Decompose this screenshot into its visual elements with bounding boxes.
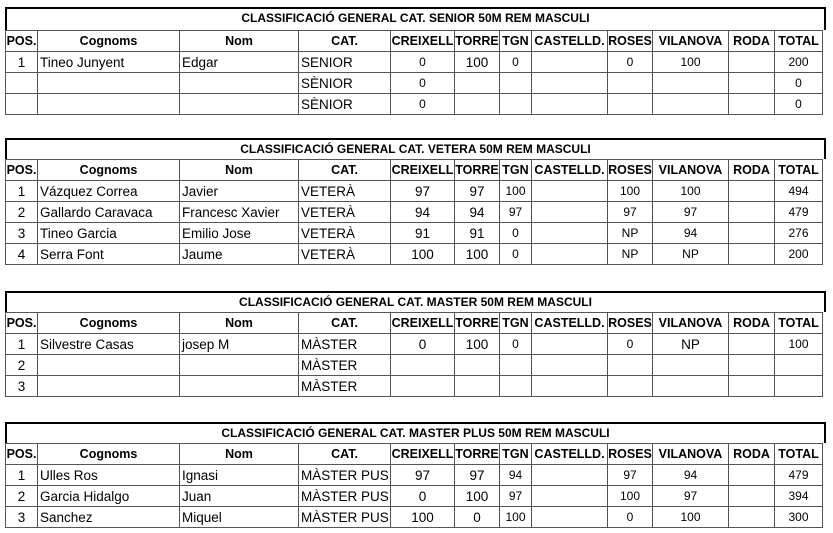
cell-torre (455, 376, 500, 397)
cell-castelld (532, 181, 608, 202)
cell-nom (180, 355, 299, 376)
column-header-pos: POS. (6, 31, 38, 52)
cell-vilanova: 94 (653, 223, 729, 244)
cell-cat: MÀSTER (299, 355, 391, 376)
cell-torre (455, 94, 500, 115)
cell-vilanova: NP (653, 244, 729, 265)
cell-total: 479 (775, 202, 823, 223)
cell-total (775, 355, 823, 376)
cell-nom: josep M (180, 334, 299, 355)
cell-torre: 91 (455, 223, 500, 244)
cell-cat: VETERÀ (299, 244, 391, 265)
table-header-row (6, 160, 823, 181)
cell-castelld (532, 465, 608, 486)
cell-tgn: 0 (500, 52, 532, 73)
cell-torre: 100 (455, 244, 500, 265)
cell-cat: VETERÀ (299, 181, 391, 202)
cell-creixell: 0 (391, 334, 455, 355)
cell-tgn: 100 (500, 181, 532, 202)
cell-roses: NP (608, 223, 653, 244)
results-table (5, 443, 823, 528)
cell-nom: Edgar (180, 52, 299, 73)
cell-nom (180, 94, 299, 115)
column-header-roses: ROSES (608, 160, 653, 181)
cell-cat: SÈNIOR (299, 94, 391, 115)
cell-total: 276 (775, 223, 823, 244)
column-header-castelld: CASTELLD. (532, 160, 608, 181)
cell-tgn: 97 (500, 486, 532, 507)
column-header-total: TOTAL (775, 160, 823, 181)
cell-roses (608, 94, 653, 115)
cell-roda (729, 52, 775, 73)
cell-total: 479 (775, 465, 823, 486)
cell-pos: 1 (6, 465, 38, 486)
column-header-roda: RODA (729, 31, 775, 52)
column-header-roses: ROSES (608, 31, 653, 52)
column-header-torre: TORRE (455, 160, 500, 181)
table-row (6, 334, 823, 355)
cell-nom: Ignasi (180, 465, 299, 486)
cell-castelld (532, 202, 608, 223)
cell-cognoms: Vázquez Correa (38, 181, 180, 202)
table-row (6, 244, 823, 265)
column-header-creixell: CREIXELL (391, 444, 455, 465)
cell-roda (729, 355, 775, 376)
cell-cognoms: Serra Font (38, 244, 180, 265)
cell-cat: MÀSTER PUS (299, 507, 391, 528)
cell-roda (729, 223, 775, 244)
column-header-vilanova: VILANOVA (653, 313, 729, 334)
cell-cognoms (38, 376, 180, 397)
cell-roses (608, 355, 653, 376)
cell-nom: Jaume (180, 244, 299, 265)
cell-tgn (500, 94, 532, 115)
section-title: CLASSIFICACIÓ GENERAL CAT. MASTER 50M REM MASCULI (5, 291, 826, 312)
table-row (6, 94, 823, 115)
column-header-vilanova: VILANOVA (653, 160, 729, 181)
cell-roses: 0 (608, 507, 653, 528)
column-header-roda: RODA (729, 313, 775, 334)
cell-total: 200 (775, 52, 823, 73)
cell-creixell (391, 355, 455, 376)
cell-creixell: 0 (391, 73, 455, 94)
cell-nom: Emilio Jose (180, 223, 299, 244)
cell-cognoms (38, 73, 180, 94)
column-header-roses: ROSES (608, 313, 653, 334)
column-header-roses: ROSES (608, 444, 653, 465)
cell-castelld (532, 244, 608, 265)
cell-total: 494 (775, 181, 823, 202)
cell-roda (729, 376, 775, 397)
table-header-row (6, 31, 823, 52)
section-title: CLASSIFICACIÓ GENERAL CAT. VETERA 50M REM MASCULI (5, 138, 826, 159)
column-header-castelld: CASTELLD. (532, 31, 608, 52)
cell-roses (608, 73, 653, 94)
cell-total: 0 (775, 73, 823, 94)
cell-cat: MÀSTER (299, 334, 391, 355)
cell-vilanova: 94 (653, 465, 729, 486)
cell-cognoms: Silvestre Casas (38, 334, 180, 355)
cell-pos: 1 (6, 181, 38, 202)
cell-pos: 3 (6, 223, 38, 244)
table-row (6, 355, 823, 376)
cell-roda (729, 507, 775, 528)
column-header-cognoms: Cognoms (38, 313, 180, 334)
cell-nom: Javier (180, 181, 299, 202)
cell-roses: 0 (608, 52, 653, 73)
cell-torre: 97 (455, 181, 500, 202)
cell-roda (729, 486, 775, 507)
section-title: CLASSIFICACIÓ GENERAL CAT. MASTER PLUS 50M REM MASCULI (5, 422, 826, 443)
cell-cat: MÀSTER PUS (299, 465, 391, 486)
column-header-pos: POS. (6, 444, 38, 465)
cell-cat: SENIOR (299, 52, 391, 73)
cell-tgn: 0 (500, 334, 532, 355)
cell-roses: 100 (608, 486, 653, 507)
cell-vilanova: 97 (653, 202, 729, 223)
cell-castelld (532, 334, 608, 355)
cell-pos: 2 (6, 355, 38, 376)
cell-cognoms: Garcia Hidalgo (38, 486, 180, 507)
table-row (6, 223, 823, 244)
cell-cat: MÀSTER PUS (299, 486, 391, 507)
cell-vilanova: 100 (653, 507, 729, 528)
cell-tgn: 94 (500, 465, 532, 486)
column-header-cat: CAT. (299, 313, 391, 334)
cell-roda (729, 465, 775, 486)
column-header-torre: TORRE (455, 313, 500, 334)
cell-creixell: 100 (391, 507, 455, 528)
table-row (6, 376, 823, 397)
cell-vilanova: NP (653, 334, 729, 355)
cell-roses (608, 376, 653, 397)
column-header-tgn: TGN (500, 160, 532, 181)
cell-nom (180, 376, 299, 397)
column-header-vilanova: VILANOVA (653, 444, 729, 465)
cell-torre: 97 (455, 465, 500, 486)
cell-roda (729, 244, 775, 265)
cell-creixell: 97 (391, 181, 455, 202)
column-header-cat: CAT. (299, 160, 391, 181)
cell-roda (729, 181, 775, 202)
cell-creixell: 100 (391, 244, 455, 265)
cell-creixell (391, 376, 455, 397)
cell-tgn (500, 376, 532, 397)
cell-total: 394 (775, 486, 823, 507)
cell-vilanova (653, 376, 729, 397)
table-row (6, 73, 823, 94)
cell-total (775, 376, 823, 397)
table-row (6, 486, 823, 507)
column-header-cognoms: Cognoms (38, 31, 180, 52)
column-header-vilanova: VILANOVA (653, 31, 729, 52)
cell-castelld (532, 355, 608, 376)
cell-roses: 97 (608, 202, 653, 223)
cell-tgn: 0 (500, 244, 532, 265)
table-header-row (6, 313, 823, 334)
table-row (6, 52, 823, 73)
cell-roda (729, 202, 775, 223)
column-header-cognoms: Cognoms (38, 160, 180, 181)
section-title: CLASSIFICACIÓ GENERAL CAT. SENIOR 50M REM MASCULI (5, 7, 826, 30)
cell-torre: 100 (455, 334, 500, 355)
cell-roda (729, 94, 775, 115)
column-header-roda: RODA (729, 160, 775, 181)
column-header-creixell: CREIXELL (391, 313, 455, 334)
cell-pos: 4 (6, 244, 38, 265)
cell-cat: SÈNIOR (299, 73, 391, 94)
cell-castelld (532, 486, 608, 507)
cell-castelld (532, 52, 608, 73)
cell-pos (6, 73, 38, 94)
cell-tgn (500, 73, 532, 94)
table-row (6, 507, 823, 528)
cell-total: 200 (775, 244, 823, 265)
cell-cognoms (38, 94, 180, 115)
cell-tgn: 0 (500, 223, 532, 244)
cell-cognoms: Gallardo Caravaca (38, 202, 180, 223)
cell-cat: VETERÀ (299, 202, 391, 223)
column-header-cat: CAT. (299, 31, 391, 52)
table-header-row (6, 444, 823, 465)
cell-creixell: 97 (391, 465, 455, 486)
column-header-castelld: CASTELLD. (532, 313, 608, 334)
cell-torre: 94 (455, 202, 500, 223)
cell-nom: Miquel (180, 507, 299, 528)
table-row (6, 465, 823, 486)
cell-torre (455, 355, 500, 376)
cell-cognoms: Tineo Junyent (38, 52, 180, 73)
cell-creixell: 91 (391, 223, 455, 244)
column-header-castelld: CASTELLD. (532, 444, 608, 465)
cell-cognoms: Tineo Garcia (38, 223, 180, 244)
cell-torre: 0 (455, 507, 500, 528)
cell-vilanova (653, 73, 729, 94)
cell-total: 300 (775, 507, 823, 528)
cell-pos: 3 (6, 507, 38, 528)
column-header-nom: Nom (180, 160, 299, 181)
table-row (6, 202, 823, 223)
cell-roses: 0 (608, 334, 653, 355)
cell-roses: 100 (608, 181, 653, 202)
cell-pos: 1 (6, 52, 38, 73)
cell-vilanova (653, 94, 729, 115)
cell-vilanova: 97 (653, 486, 729, 507)
cell-tgn (500, 355, 532, 376)
cell-castelld (532, 507, 608, 528)
column-header-cat: CAT. (299, 444, 391, 465)
cell-vilanova (653, 355, 729, 376)
cell-total: 0 (775, 94, 823, 115)
column-header-total: TOTAL (775, 444, 823, 465)
cell-castelld (532, 376, 608, 397)
column-header-creixell: CREIXELL (391, 31, 455, 52)
cell-pos: 1 (6, 334, 38, 355)
cell-cognoms (38, 355, 180, 376)
cell-cognoms: Ulles Ros (38, 465, 180, 486)
cell-pos: 2 (6, 486, 38, 507)
results-table (5, 312, 823, 397)
results-table (5, 159, 823, 265)
table-row (6, 181, 823, 202)
column-header-pos: POS. (6, 160, 38, 181)
cell-nom: Juan (180, 486, 299, 507)
cell-vilanova: 100 (653, 52, 729, 73)
cell-creixell: 0 (391, 52, 455, 73)
cell-nom (180, 73, 299, 94)
column-header-cognoms: Cognoms (38, 444, 180, 465)
cell-creixell: 0 (391, 94, 455, 115)
column-header-tgn: TGN (500, 444, 532, 465)
cell-total: 100 (775, 334, 823, 355)
cell-cat: VETERÀ (299, 223, 391, 244)
cell-tgn: 97 (500, 202, 532, 223)
cell-vilanova: 100 (653, 181, 729, 202)
cell-pos (6, 94, 38, 115)
cell-nom: Francesc Xavier (180, 202, 299, 223)
column-header-nom: Nom (180, 444, 299, 465)
column-header-tgn: TGN (500, 313, 532, 334)
column-header-roda: RODA (729, 444, 775, 465)
cell-castelld (532, 94, 608, 115)
column-header-total: TOTAL (775, 31, 823, 52)
column-header-creixell: CREIXELL (391, 160, 455, 181)
cell-creixell: 94 (391, 202, 455, 223)
column-header-nom: Nom (180, 31, 299, 52)
cell-roda (729, 73, 775, 94)
column-header-tgn: TGN (500, 31, 532, 52)
cell-roses: 97 (608, 465, 653, 486)
column-header-torre: TORRE (455, 444, 500, 465)
cell-roda (729, 334, 775, 355)
cell-torre (455, 73, 500, 94)
cell-castelld (532, 223, 608, 244)
cell-torre: 100 (455, 52, 500, 73)
cell-tgn: 100 (500, 507, 532, 528)
cell-cat: MÀSTER (299, 376, 391, 397)
results-table (5, 30, 823, 115)
cell-pos: 3 (6, 376, 38, 397)
cell-creixell: 0 (391, 486, 455, 507)
cell-castelld (532, 73, 608, 94)
column-header-total: TOTAL (775, 313, 823, 334)
cell-pos: 2 (6, 202, 38, 223)
cell-roses: NP (608, 244, 653, 265)
column-header-pos: POS. (6, 313, 38, 334)
column-header-nom: Nom (180, 313, 299, 334)
column-header-torre: TORRE (455, 31, 500, 52)
cell-torre: 100 (455, 486, 500, 507)
cell-cognoms: Sanchez (38, 507, 180, 528)
